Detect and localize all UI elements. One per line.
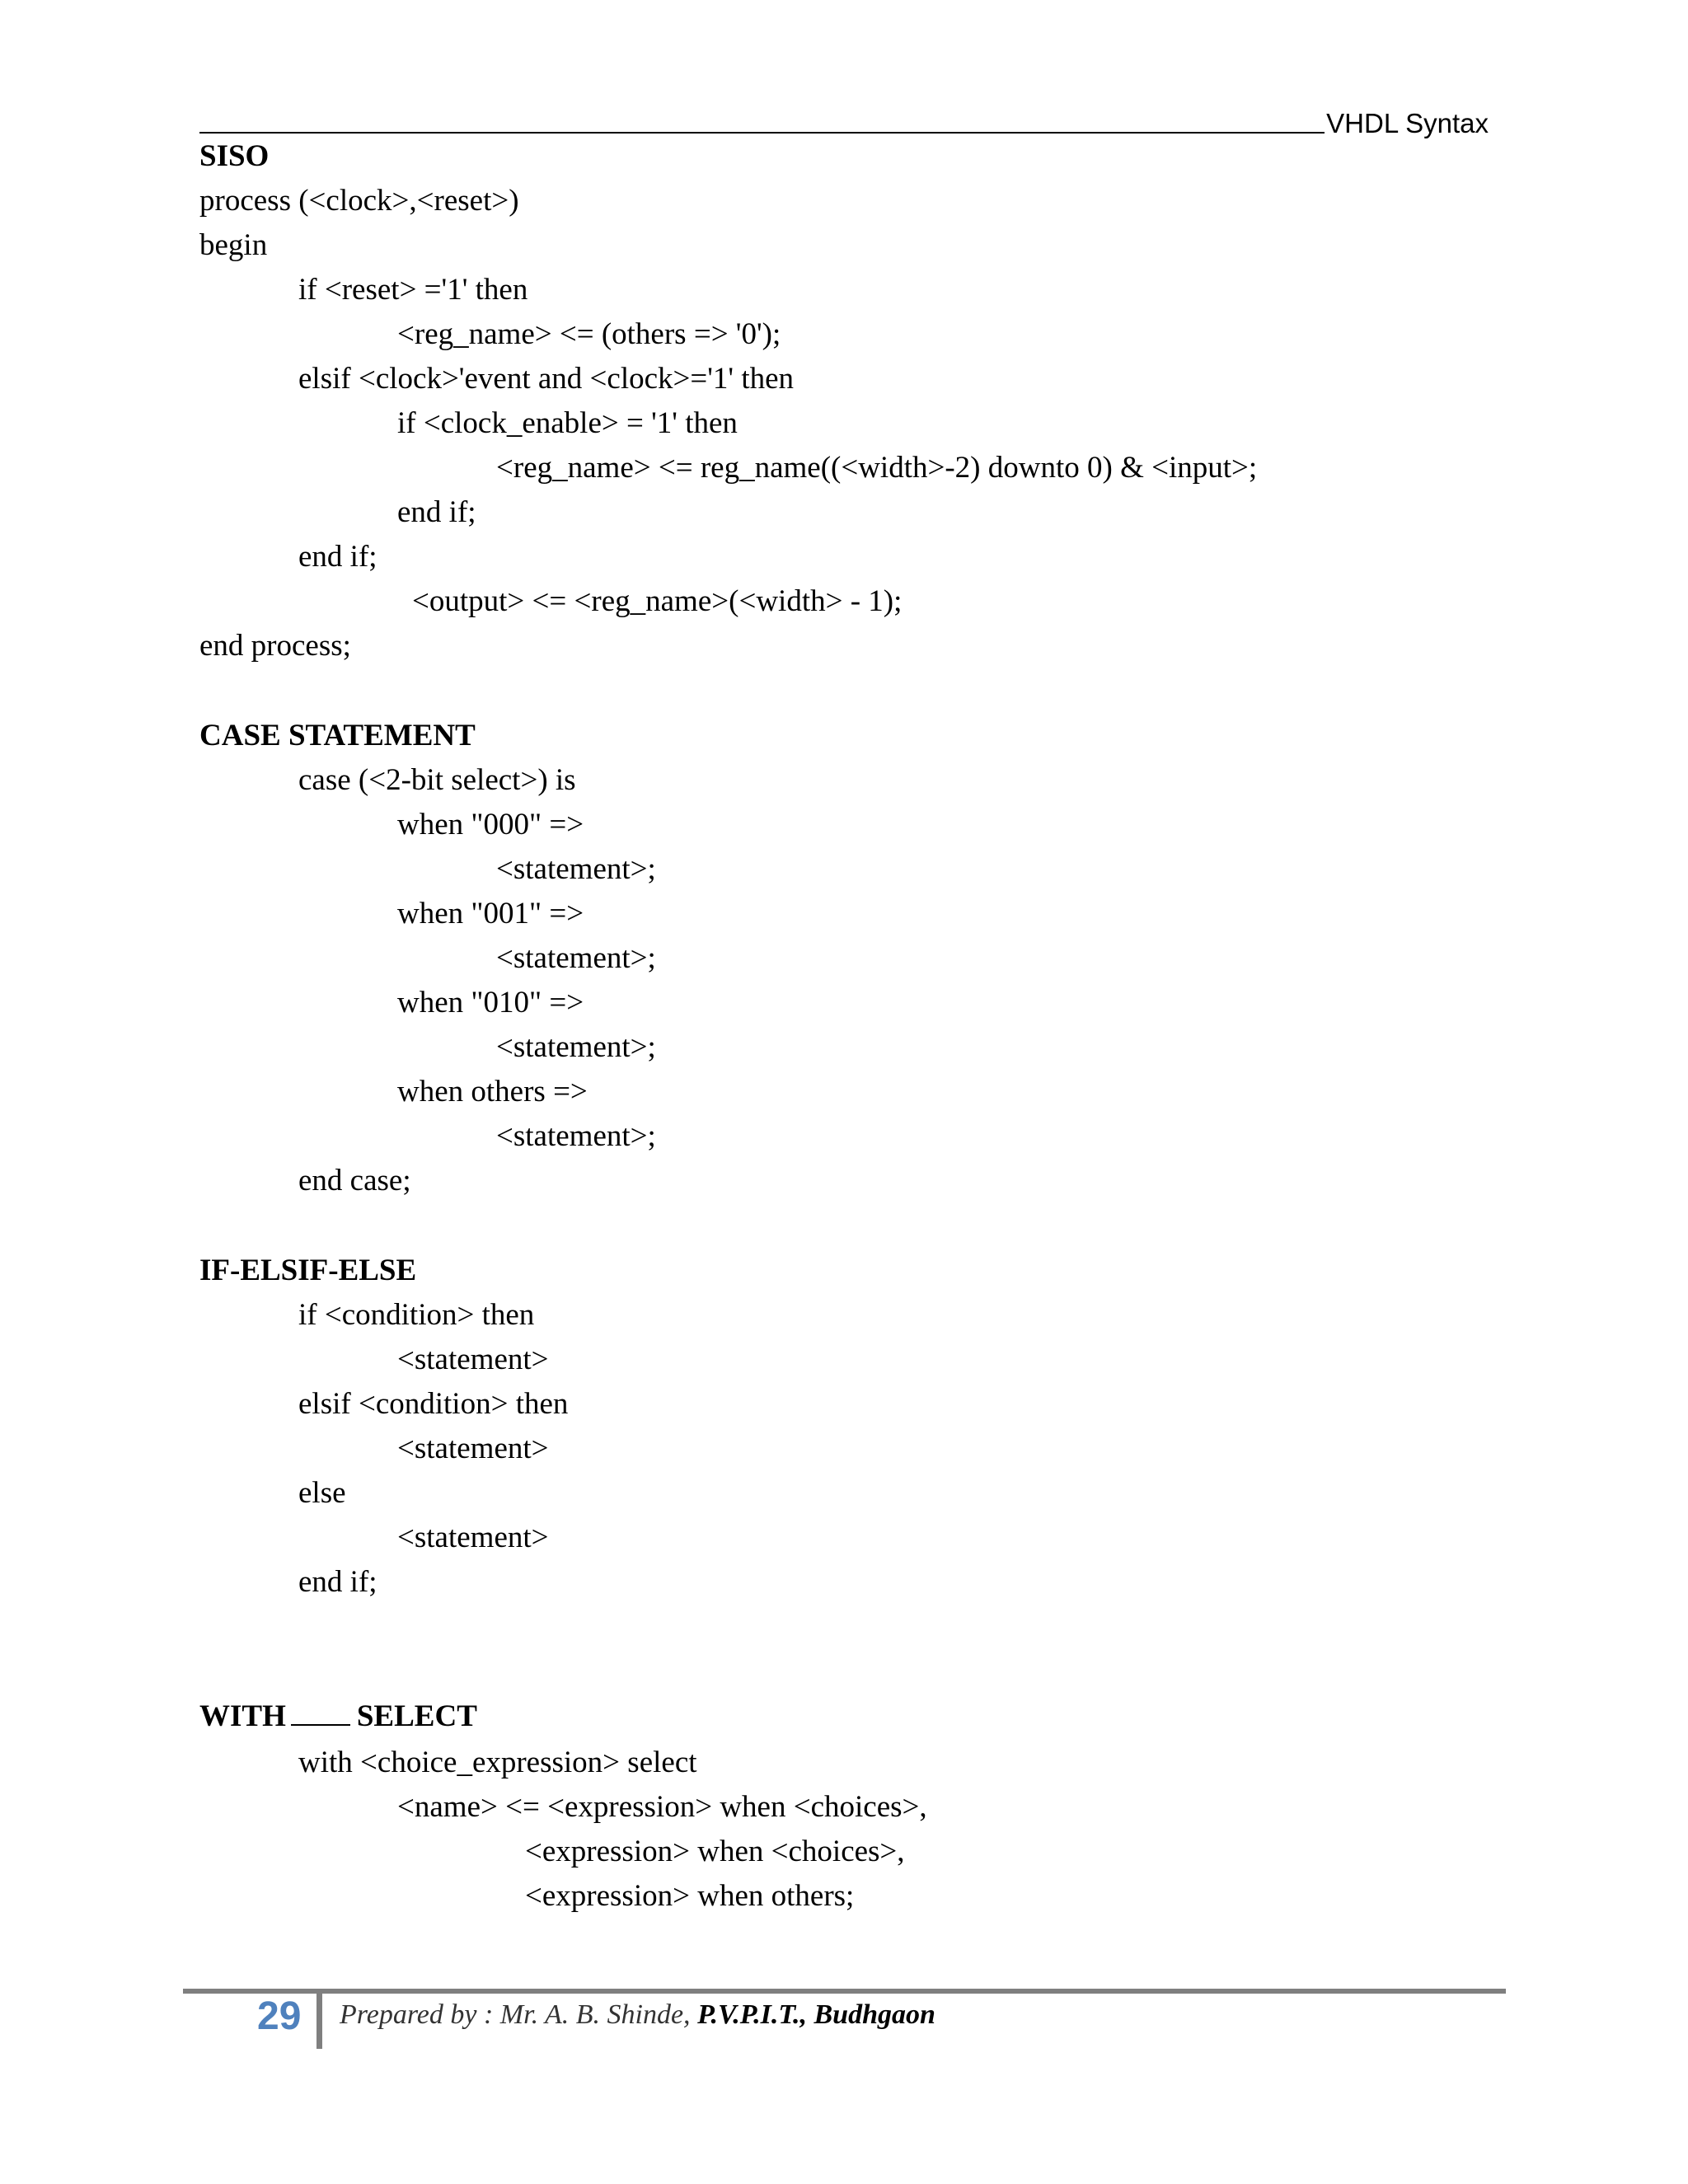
code-line: <statement>	[397, 1521, 549, 1554]
code-line: <statement>	[397, 1343, 549, 1376]
code-line: <statement>;	[496, 852, 656, 886]
footer-credit	[340, 1999, 935, 2031]
prepared-by-text: Prepared by : Mr. A. B. Shinde,	[340, 1999, 691, 2030]
code-line: end process;	[199, 629, 351, 663]
heading-select: SELECT	[356, 1699, 477, 1733]
code-line: <statement>;	[496, 1030, 656, 1064]
code-line: elsif <clock>'event and <clock>='1' then	[298, 362, 795, 396]
section-heading-if-elsif-else: IF-ELSIF-ELSE	[199, 1254, 417, 1287]
code-line: begin	[199, 228, 268, 262]
section-heading-case: CASE STATEMENT	[199, 719, 476, 752]
code-line: if <clock_enable> = '1' then	[397, 406, 738, 440]
code-line: <statement>;	[496, 1119, 656, 1153]
code-line: end case;	[298, 1164, 411, 1197]
section-heading-with-select	[199, 1699, 477, 1735]
code-line: if <reset> ='1' then	[298, 273, 528, 307]
footer-rule	[183, 1989, 1506, 1994]
code-line: case (<2-bit select>) is	[298, 763, 576, 797]
code-line: <expression> when others;	[525, 1879, 855, 1913]
code-line: with <choice_expression> select	[298, 1746, 697, 1779]
code-line: process (<clock>,<reset>)	[199, 184, 519, 218]
code-line: end if;	[298, 1565, 377, 1599]
code-line: <reg_name> <= reg_name((<width>-2) downto 0) & <input>;	[496, 451, 1258, 485]
code-line: when "001" =>	[397, 897, 584, 930]
page-number: 29	[257, 1994, 302, 2038]
code-line: when others =>	[397, 1075, 588, 1108]
code-line: end if;	[397, 495, 476, 529]
header-rule	[199, 132, 1325, 134]
code-line: when "010" =>	[397, 986, 584, 1019]
code-line: end if;	[298, 540, 377, 574]
code-line: <output> <= <reg_name>(<width> - 1);	[412, 584, 903, 618]
code-line: <statement>;	[496, 941, 656, 975]
code-line: <expression> when <choices>,	[525, 1835, 905, 1868]
code-line: elsif <condition> then	[298, 1387, 569, 1421]
code-line: if <condition> then	[298, 1298, 535, 1332]
section-heading-siso: SISO	[199, 139, 270, 173]
header-title: VHDL Syntax	[1326, 108, 1489, 138]
code-line: <statement>	[397, 1432, 549, 1465]
institute-name: P.V.P.I.T., Budhgaon	[697, 1999, 935, 2030]
code-line: when "000" =>	[397, 808, 584, 841]
heading-blank	[291, 1699, 350, 1726]
code-line: <reg_name> <= (others => '0');	[397, 317, 781, 351]
footer-divider	[316, 1993, 322, 2049]
code-line: <name> <= <expression> when <choices>,	[397, 1790, 927, 1824]
page-header	[199, 96, 1489, 137]
heading-with: WITH	[199, 1699, 286, 1733]
code-line: else	[298, 1476, 346, 1510]
